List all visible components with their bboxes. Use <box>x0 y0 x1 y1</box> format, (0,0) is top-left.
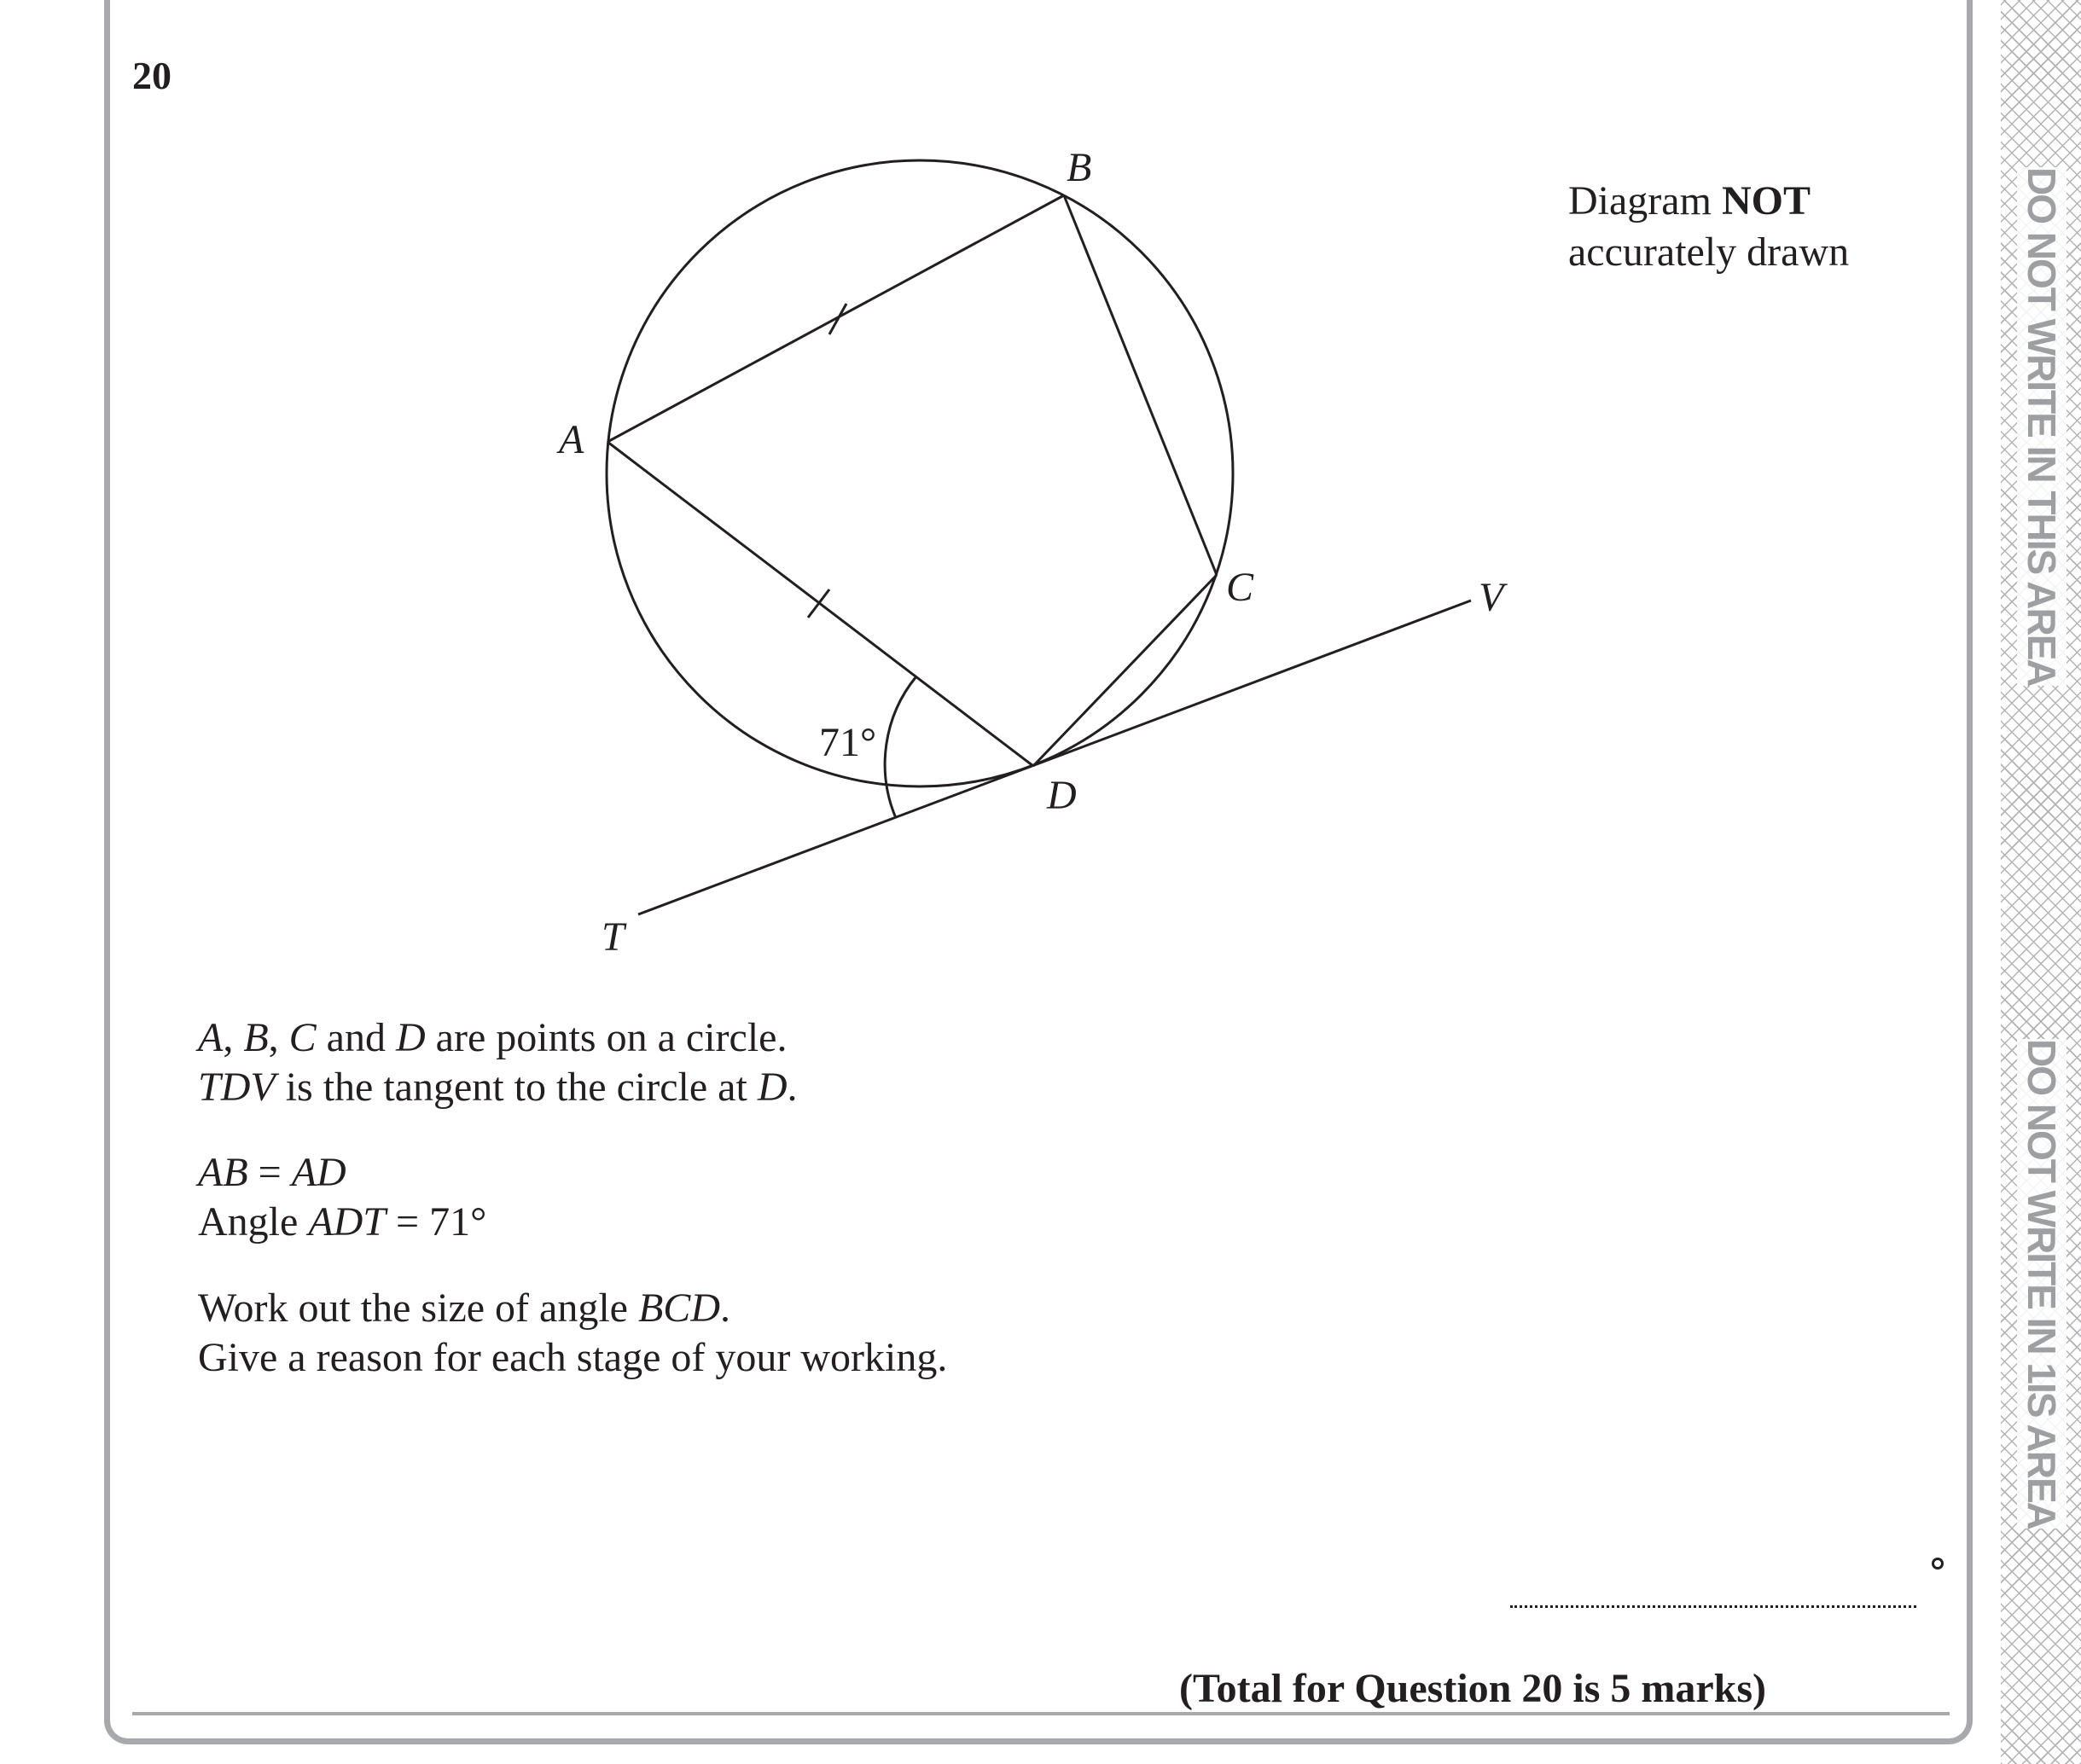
intro-end: . <box>787 1065 798 1110</box>
intro-line-1 <box>198 1013 797 1063</box>
sep-2: , <box>268 1015 289 1060</box>
task-1 <box>198 1284 947 1333</box>
given-facts <box>198 1148 486 1247</box>
fact-2 <box>198 1198 486 1247</box>
label-d: D <box>1047 773 1077 818</box>
task-end: . <box>719 1285 730 1331</box>
margin-warning-bottom: DO NOT WRITE IN 1IS AREA <box>2017 1039 2066 1529</box>
tangent-text: is the tangent to the circle at <box>275 1065 758 1110</box>
ab: AB <box>198 1150 248 1195</box>
task-2: Give a reason for each stage of your working. <box>198 1335 948 1380</box>
intro-rest: are points on a circle. <box>425 1015 788 1060</box>
bcd: BCD <box>637 1285 720 1331</box>
note-text: Diagram <box>1568 178 1712 223</box>
label-b: B <box>1067 145 1092 190</box>
pt-d2: D <box>757 1065 788 1110</box>
degree-symbol <box>1932 1558 1944 1570</box>
label-v: V <box>1479 575 1504 620</box>
fact-1 <box>198 1148 486 1198</box>
label-t: T <box>602 914 625 960</box>
tick-ab <box>829 304 846 334</box>
note-line2: accurately drawn <box>1568 229 1850 275</box>
tdv: TDV <box>198 1065 276 1110</box>
chord-ad <box>607 442 1033 766</box>
angle-label: 71° <box>819 720 877 765</box>
pt-a: A <box>198 1015 224 1060</box>
tick-ad <box>808 589 829 618</box>
answer-line[interactable] <box>1510 1605 1916 1608</box>
angle-word: Angle <box>198 1199 309 1245</box>
equals: = <box>247 1150 292 1195</box>
total-marks: (Total for Question 20 is 5 marks) <box>1179 1666 1767 1711</box>
chord-cd <box>1033 575 1217 766</box>
sep-1: , <box>223 1015 244 1060</box>
pt-c: C <box>288 1015 317 1060</box>
pt-d: D <box>395 1015 426 1060</box>
intro-line-2 <box>198 1063 797 1112</box>
margin-warning-top: DO NOT WRITE IN THIS AREA <box>2017 167 2066 686</box>
angle-arc <box>885 676 916 818</box>
label-c: C <box>1226 565 1254 610</box>
question-number: 20 <box>132 54 171 97</box>
ad: AD <box>291 1150 346 1195</box>
chord-ab <box>607 195 1064 442</box>
tangent-tdv <box>638 601 1471 914</box>
angle-value: = 71° <box>386 1199 487 1245</box>
circle <box>607 160 1233 786</box>
task-text: Work out the size of angle <box>198 1285 638 1331</box>
question-intro <box>198 1013 797 1112</box>
label-a: A <box>559 417 584 462</box>
task <box>198 1284 947 1383</box>
and-word: and <box>316 1015 396 1060</box>
note-bold: NOT <box>1721 178 1811 223</box>
pt-b: B <box>243 1015 269 1060</box>
adt: ADT <box>308 1199 386 1245</box>
